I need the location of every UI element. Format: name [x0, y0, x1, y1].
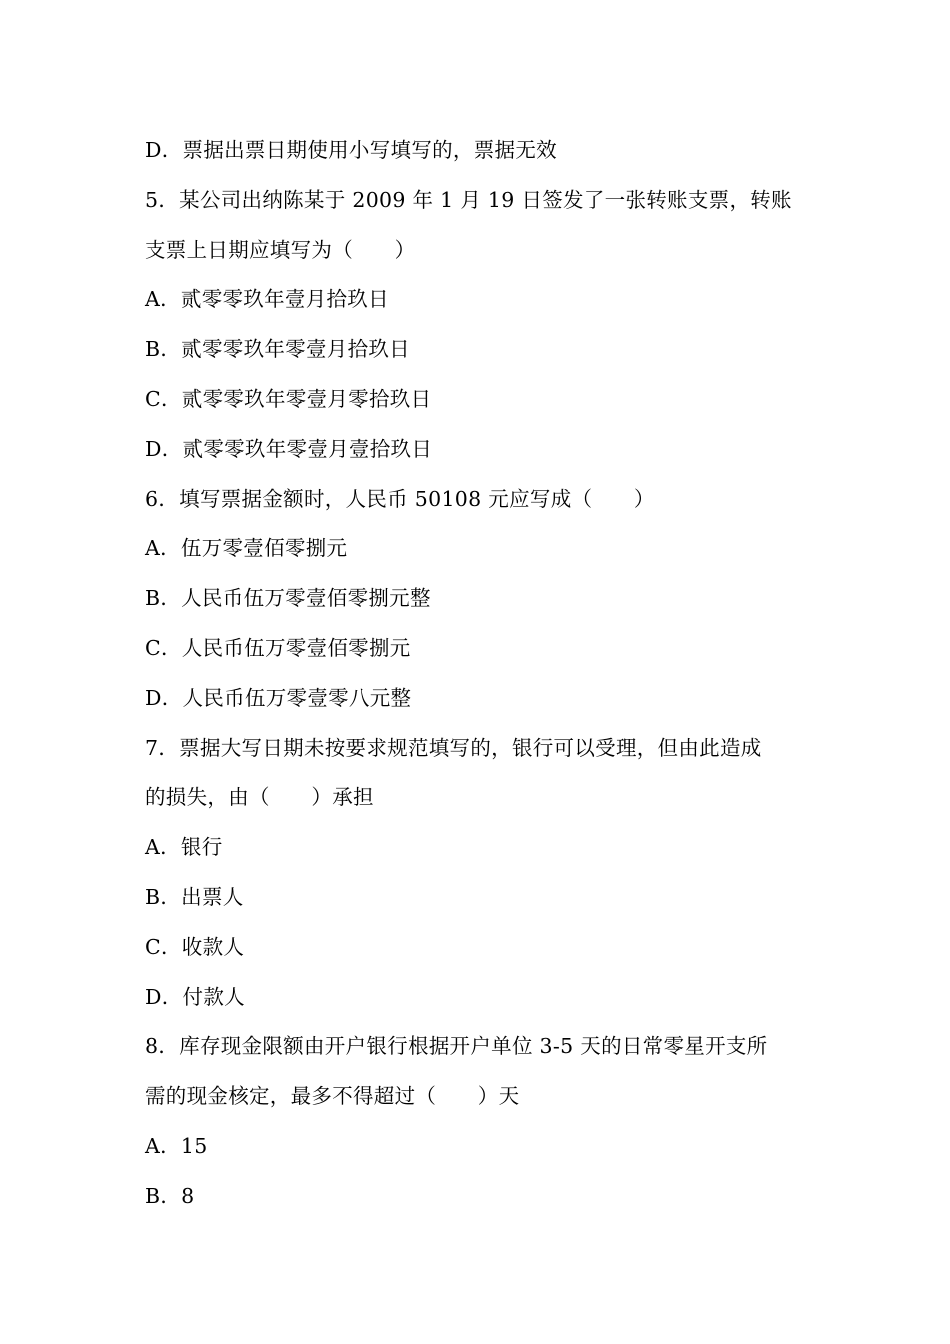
question-5-line-1: 5．某公司出纳陈某于 2009 年 1 月 19 日签发了一张转账支票，转账	[145, 187, 792, 212]
option-4d: D．票据出票日期使用小写填写的，票据无效	[145, 138, 557, 162]
option-7c: C．收款人	[145, 934, 245, 959]
option-6b: B．人民币伍万零壹佰零捌元整	[145, 586, 431, 611]
option-7d: D．付款人	[145, 984, 245, 1009]
option-7a: A．银行	[145, 835, 223, 860]
question-8-line-2: 需的现金核定，最多不得超过（ ）天	[145, 1084, 520, 1109]
option-5a: A．贰零零玖年壹月拾玖日	[145, 287, 389, 312]
question-7-line-2: 的损失，由（ ）承担	[145, 785, 374, 810]
option-5d: D．贰零零玖年零壹月壹拾玖日	[145, 436, 433, 461]
option-6c: C．人民币伍万零壹佰零捌元	[145, 635, 411, 660]
option-7b: B．出票人	[145, 884, 244, 909]
question-5-line-2: 支票上日期应填写为（ ）	[145, 237, 416, 262]
document-body	[145, 126, 815, 1222]
option-5b: B．贰零零玖年零壹月拾玖日	[145, 337, 410, 362]
option-6d: D．人民币伍万零壹零八元整	[145, 685, 412, 710]
question-7-line-1: 7．票据大写日期未按要求规范填写的，银行可以受理，但由此造成	[145, 735, 762, 760]
question-6: 6．填写票据金额时，人民币 50108 元应写成（ ）	[145, 486, 655, 511]
option-8a: A．15	[145, 1133, 208, 1158]
option-5c: C．贰零零玖年零壹月零拾玖日	[145, 386, 432, 411]
option-6a: A．伍万零壹佰零捌元	[145, 536, 348, 561]
question-8-line-1: 8．库存现金限额由开户银行根据开户单位 3-5 天的日常零星开支所	[145, 1034, 768, 1059]
option-8b: B．8	[145, 1183, 195, 1208]
